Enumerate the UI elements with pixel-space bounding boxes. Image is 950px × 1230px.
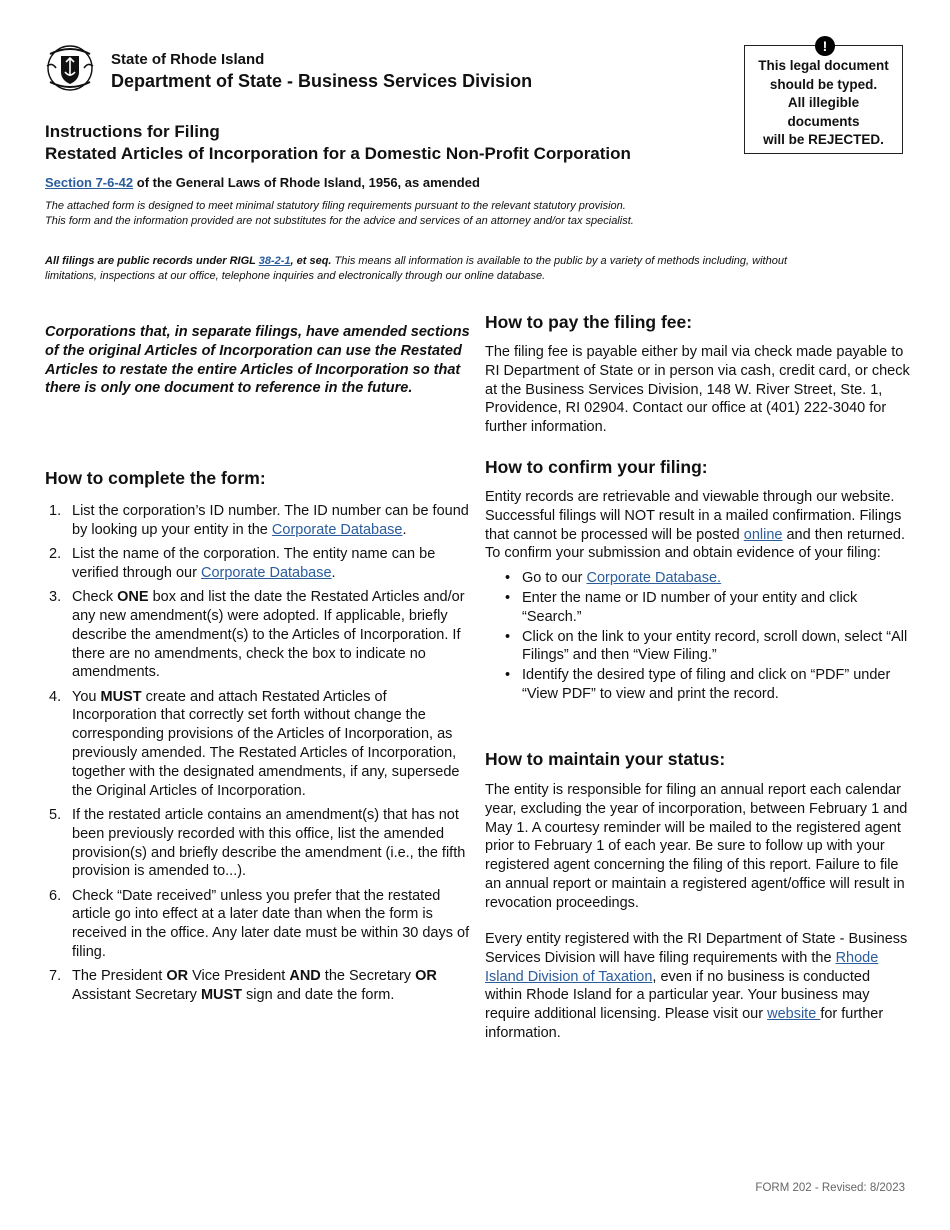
page-title: Instructions for Filing [45, 122, 220, 141]
page-subtitle: Restated Articles of Incorporation for a Domestic Non-Profit Corporation [45, 144, 631, 163]
public-records-text: This means all information is available to the public by a variety of methods including, without limitations, inspections at our office, telephone inquiries and electronically through our online database. [45, 255, 788, 282]
confirm-heading: How to confirm your filing: [485, 457, 708, 477]
maintain-heading: How to maintain your status: [485, 749, 726, 769]
list-item: If the restated article contains an amendment(s) that has not been previously recorded with this office, list the amended provision(s) and briefly describe the amendment (i.e., the fifth provision is amended to...). [72, 806, 466, 880]
statute-text: of the General Laws of Rhode Island, 1956, as amended [133, 175, 480, 190]
list-item: • Identify the desired type of filing and click on “PDF” under “View PDF” to view and print the record. [485, 666, 910, 704]
typed-warning-box [744, 38, 903, 154]
statute-line [45, 175, 480, 190]
pay-heading: How to pay the filing fee: [485, 312, 693, 332]
disclaimer-line: This form and the information provided are not substitutes for the advice and services of an attorney and/or tax specialist. [45, 215, 634, 227]
intro-paragraph: Corporations that, in separate filings, have amended sections of the original Articles of Incorporation can use the Restated Articles to restate the entire Articles of Incorporation so that there is only one document to reference in the future. [45, 324, 470, 397]
disclaimer [45, 199, 765, 229]
corporate-database-link[interactable]: Corporate Database [200, 564, 332, 581]
warning-line: will be REJECTED. [763, 132, 884, 147]
form-revision: FORM 202 - Revised: 8/2023 [755, 1182, 905, 1194]
corporate-database-link[interactable]: Corporate Database [271, 521, 403, 538]
list-item: List the corporation’s ID number. The ID number can be found by looking up your entity in the Corporate Database. [72, 503, 469, 538]
disclaimer-line: The attached form is designed to meet minimal statutory filing requirements pursuant to the relevant statutory provision. [45, 200, 626, 212]
maintain-paragraph: The entity is responsible for filing an annual report each calendar year, excluding the year of incorporation, between February 1 and May 1. A courtesy reminder will be mailed to the registered agent prior to February 1 of each year. Be sure to follow up with your registered agent concerning the filing of this report. Failure to file an annual report or maintain a registered agent/office will result in revocation proceedings. [485, 782, 908, 911]
online-link[interactable]: online [743, 526, 783, 543]
warning-line: should be typed. [769, 76, 878, 92]
state-name: State of Rhode Island [111, 51, 265, 68]
warning-line: documents [787, 113, 860, 129]
instruction-steps [45, 502, 470, 1010]
exclamation-icon: ! [815, 36, 835, 56]
list-item: The President OR Vice President AND the Secretary OR Assistant Secretary MUST sign and date the form. [72, 968, 437, 1004]
list-item: • Enter the name or ID number of your entity and click “Search.” [485, 589, 910, 627]
statute-link[interactable]: Section 7-6-42 [45, 175, 134, 190]
warning-line: This legal document [758, 58, 889, 73]
list-item: Check “Date received” unless you prefer that the restated article go into effect at a later date than when the form is received in the office. Any later date must be within 30 days of filing. [72, 887, 470, 961]
list-item: List the name of the corporation. The entity name can be verified through our Corporate Database. [72, 546, 436, 581]
taxation-paragraph: Every entity registered with the RI Department of State - Business Services Division will have filing requirements with the Rhode Island Division of Taxation, even if no business is conducted within Rhode Island for a particular year. Your business may require additional licensing. Please visit our website for further information. [485, 931, 908, 1041]
list-item: Check ONE box and list the date the Restated Articles and/or any new amendment(s) were adopted. If applicable, briefly describe the amendment(s) to the Articles of Incorporation. If there are no amendments, check the box to indicate no amendments. [72, 589, 465, 681]
website-link[interactable]: website [767, 1006, 821, 1023]
department-name: Department of State - Business Services Division [111, 71, 533, 91]
rhode-island-seal-icon [44, 42, 96, 92]
list-item: • Click on the link to your entity record, scroll down, select “All Filings” and then “View Filing.” [485, 628, 910, 666]
taxation-link[interactable]: Rhode Island Division of Taxation [485, 949, 879, 985]
confirm-steps [485, 569, 910, 704]
list-item: You MUST create and attach Restated Articles of Incorporation that correctly set forth without change the corresponding provisions of the Articles of Incorporation, as previously amended. The Restated Articles of Incorporation, together with the designated amendments, if any, supersede the Original Articles of Incorporation. [72, 688, 460, 799]
public-records-prefix: All filings are public records under RIGL [45, 255, 259, 267]
complete-heading: How to complete the form: [45, 468, 266, 488]
confirm-paragraph: Entity records are retrievable and viewable through our website. Successful filings will NOT result in a mailed confirmation. Filings that cannot be processed will be posted online and then returned. To confirm your submission and obtain evidence of your filing: [485, 489, 905, 562]
confirm-section [485, 488, 910, 705]
rigl-link[interactable]: 38-2-1 [258, 255, 291, 267]
pay-paragraph: The filing fee is payable either by mail via check made payable to RI Department of State or in person via cash, credit card, or check at the Business Services Division, 148 W. River Street, Ste. 1, Providence, RI 02904. Contact our office at (401) 222-3040 for further information. [485, 344, 910, 436]
public-records-suffix: , et seq. [290, 255, 332, 267]
public-records-notice [45, 254, 825, 284]
corporate-database-link[interactable]: Corporate Database. [586, 570, 722, 587]
list-item: • Go to our Corporate Database. [485, 569, 910, 588]
warning-line: All illegible [787, 95, 860, 110]
